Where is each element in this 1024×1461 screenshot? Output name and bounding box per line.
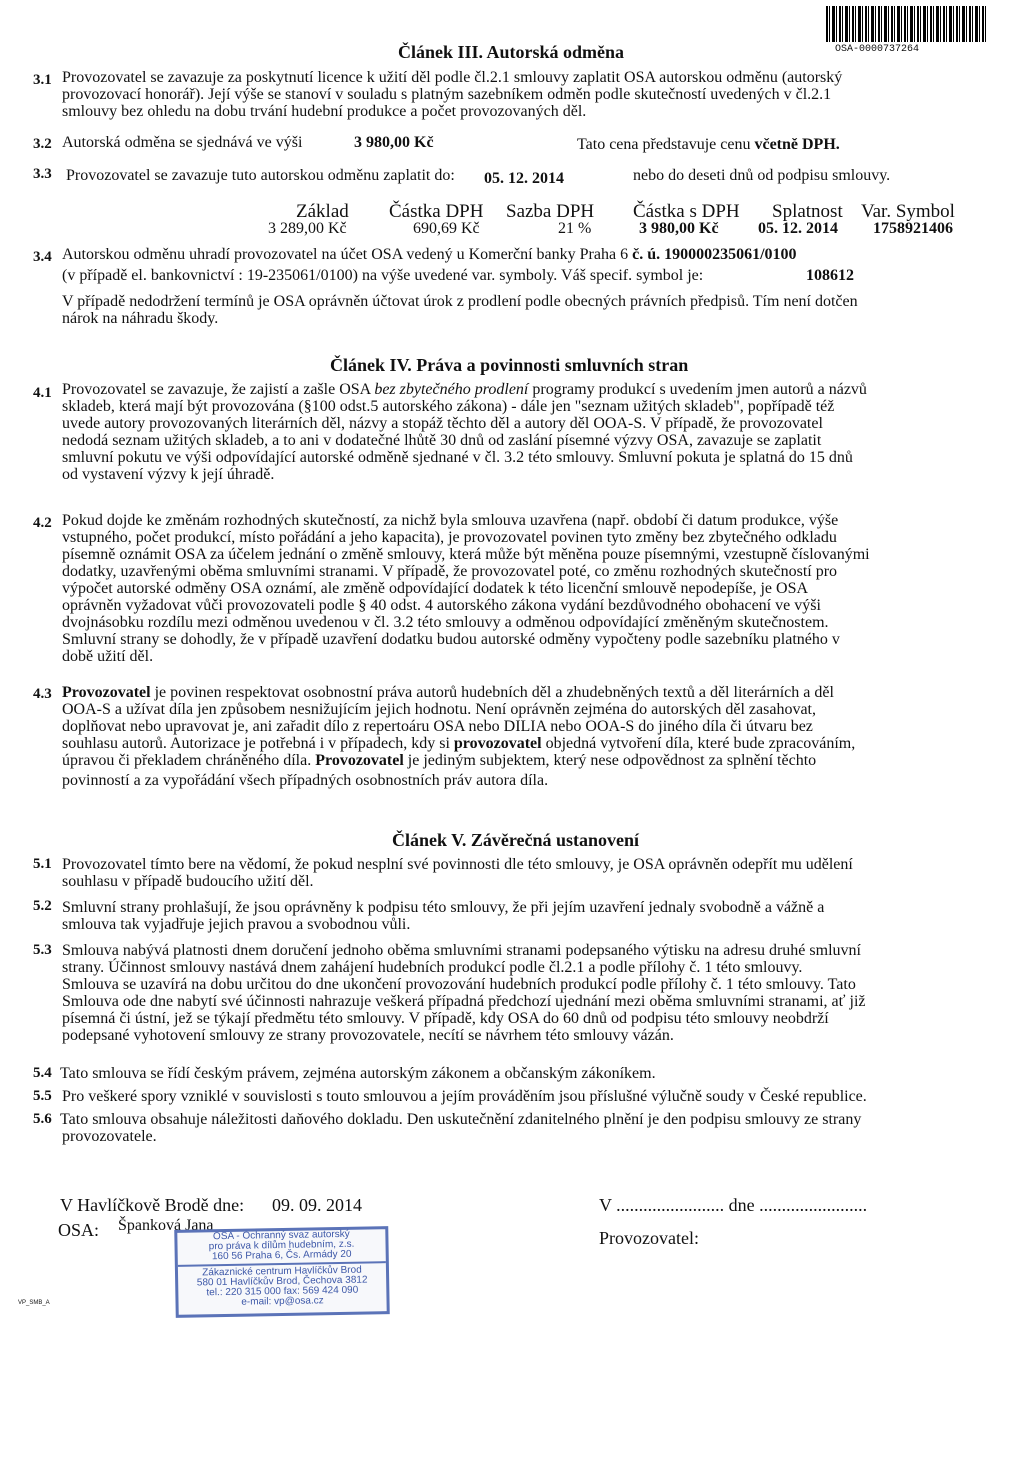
bold-term: Provozovatel bbox=[62, 684, 151, 701]
signature-place: V Havlíčkově Brodě dne: bbox=[60, 1195, 245, 1215]
provozovatel-place: V ........................ dne ........................ bbox=[599, 1195, 868, 1215]
paragraph-line: je jediným subjektem, který nese odpovědnost za splnění těchto bbox=[407, 752, 817, 769]
paragraph-line: Provozovatel se zavazuje tuto autorskou odměnu zaplatit do: bbox=[66, 167, 455, 184]
stamp-line: 580 01 Havlíčkův Brod, Čechova 3812 bbox=[196, 1274, 368, 1289]
paragraph-line: Smlouva ode dne nabytí své účinnosti nahrazuje veškerá případná předchozí ujednání mezi oběma smluvními stranami, ať již bbox=[62, 993, 866, 1010]
paragraph-line: programy produkcí s uvedením jmen autorů a názvů bbox=[532, 381, 867, 398]
paragraph-line: smluvní pokutu ve výši odpovídající autorské odměně sjednané v čl. 3.2 této smlouvy. Smluvní pokuta je splatná do 15 dnů bbox=[62, 449, 853, 466]
section-number: 3.4 bbox=[33, 249, 52, 265]
section-number: 5.3 bbox=[33, 942, 52, 958]
article-4-title: Článek IV. Práva a povinnosti smluvních stran bbox=[330, 355, 689, 375]
paragraph-line: Provozovatel se zavazuje, že zajistí a zašle OSA bbox=[62, 381, 371, 398]
table-header: Částka DPH bbox=[389, 201, 484, 222]
paragraph-line: souhlasu v případě budoucího užití děl. bbox=[62, 873, 314, 890]
paragraph-line: uvede autory provozovaných literárních děl, názvy a stopáž těchto děl a autory děl OOA-S. V případě, že provozovatel bbox=[62, 415, 823, 432]
paragraph-line: strany. Účinnost smlouvy nastává dnem zahájení hudebních produkcí podle čl.2.1 a podle přílohy č. 1 této smlouvy. bbox=[62, 959, 803, 976]
section-number: 4.3 bbox=[33, 686, 52, 702]
paragraph-line: Autorská odměna se sjednává ve výši bbox=[62, 134, 303, 151]
osa-signatory: Španková Jana bbox=[118, 1217, 214, 1234]
section-number: 4.1 bbox=[33, 385, 52, 401]
paragraph-line: Pro veškeré spory vzniklé v souvislosti s touto smlouvou a jejím prováděním jsou příslušné výlučně soudy v České republice. bbox=[62, 1088, 867, 1105]
paragraph-line: nárok na náhradu škody. bbox=[62, 310, 219, 327]
section-number: 4.2 bbox=[33, 515, 52, 531]
paragraph-line: doplňovat nebo upravovat je, ani zařadit dílo z repertoáru OSA nebo DILIA nebo OOA-S do jiného díla či útvaru bez bbox=[62, 718, 813, 735]
barcode bbox=[826, 6, 986, 42]
table-cell: 3 289,00 Kč bbox=[268, 220, 347, 237]
bold-term: provozovatel bbox=[453, 735, 542, 752]
section-number: 5.2 bbox=[33, 898, 52, 914]
section-number: 3.3 bbox=[33, 166, 52, 182]
paragraph-line: Provozovatel tímto bere na vědomí, že pokud nesplní své povinnosti dle této smlouvy, je OSA oprávněn odepřít mu udělení bbox=[62, 856, 853, 873]
fee-amount: 3 980,00 Kč bbox=[354, 134, 434, 151]
bank-account: č. ú. 190000235061/0100 bbox=[632, 246, 797, 263]
paragraph-line: podepsané vyhotovení smlouvy ze strany provozovatele, necítí se návrhem této smlouvy vázán. bbox=[62, 1027, 674, 1044]
table-cell: 690,69 Kč bbox=[413, 220, 480, 237]
stamp-line: 160 56 Praha 6, Čs. Armády 20 bbox=[211, 1248, 352, 1263]
emphasis-text: bez zbytečného prodlení bbox=[374, 381, 529, 398]
stamp-line: tel.: 220 315 000 fax: 569 424 090 bbox=[206, 1284, 359, 1299]
paragraph-line: Tato smlouva se řídí českým právem, zejména autorským zákonem a občanským zákoníkem. bbox=[60, 1065, 656, 1082]
section-number: 5.5 bbox=[33, 1088, 52, 1104]
osa-stamp bbox=[174, 1226, 390, 1318]
paragraph-line: V případě nedodržení termínů je OSA oprávněn účtovat úrok z prodlení podle obecných právních předpisů. Tím není dotčen bbox=[62, 293, 858, 310]
paragraph-line: smlouva tak vyjadřuje jejich pravou a svobodnou vůli. bbox=[62, 916, 411, 933]
paragraph-line: souhlasu autorů. Autorizace je potřebná i v případech, kdy si bbox=[62, 735, 450, 752]
paragraph-line: OOA-S a užívat díla jen způsobem nesnižujícím jejich hodnotu. Není oprávněn zejména do autorských děl zasahovat, bbox=[62, 701, 816, 718]
article-5-title: Článek V. Závěrečná ustanovení bbox=[392, 830, 640, 850]
vat-note-bold: včetně DPH. bbox=[754, 136, 840, 153]
paragraph-line: době užití děl. bbox=[62, 648, 154, 665]
paragraph-line: Smlouva se uzavírá na dobu určitou do dne ukončení provozování hudebních produkcí podle přílohy č. 1 této smlouvy. Tato bbox=[62, 976, 856, 993]
paragraph-line: oprávněn vyžadovat vůči provozovateli podle § 40 odst. 4 autorského zákona vydání bezdůvodného obohacení ve výši bbox=[62, 597, 821, 614]
paragraph-line: Tato smlouva obsahuje náležitosti daňového dokladu. Den uskutečnění zdanitelného plnění je den podpisu smlouvy ze strany bbox=[60, 1111, 862, 1128]
provozovatel-label: Provozovatel: bbox=[599, 1228, 699, 1248]
paragraph-line: smlouvy bez ohledu na dobu trvání hudební produkce a počet provozovaných děl. bbox=[62, 103, 587, 120]
section-number: 3.2 bbox=[33, 136, 52, 152]
table-header: Základ bbox=[296, 201, 349, 222]
table-cell: 1758921406 bbox=[873, 220, 953, 237]
paragraph-line: Smluvní strany prohlašují, že jsou oprávněny k podpisu této smlouvy, že při jejím uzavření jednaly svobodně a vážně a bbox=[62, 899, 825, 916]
stamp-line: pro práva k dílům hudebním, z.s. bbox=[208, 1238, 355, 1253]
vat-note: Tato cena představuje cenu bbox=[577, 136, 751, 153]
paragraph-line: Provozovatel se zavazuje za poskytnutí licence k užití děl podle čl.2.1 smlouvy zaplatit OSA autorskou odměnu (autorský bbox=[62, 69, 843, 86]
paragraph-line: Smlouva nabývá platnosti dnem doručení jednoho oběma smluvními stranami podepsaného výtisku na adresu druhé smluvní bbox=[62, 942, 861, 959]
paragraph-line: je povinen respektovat osobnostní práva autorů hudebních děl a zhudebněných textů a děl literárních a děl bbox=[154, 684, 834, 701]
paragraph-line: písemně oznámit OSA za účelem jednání o změně smlouvy, která může být měněna pouze písemnými, vzestupně číslovanými bbox=[62, 546, 870, 563]
specific-symbol: 108612 bbox=[806, 267, 854, 284]
stamp-line: OSA - Ochranný svaz autorský bbox=[212, 1228, 350, 1243]
table-cell: 05. 12. 2014 bbox=[758, 220, 838, 237]
section-number: 5.6 bbox=[33, 1111, 52, 1127]
section-number: 5.4 bbox=[33, 1065, 52, 1081]
paragraph-line: Smluvní strany se dohodly, že v případě uzavření dodatku budou autorské odměny vypočteny podle sazebníku platného v bbox=[62, 631, 840, 648]
signature-date: 09. 09. 2014 bbox=[272, 1195, 362, 1215]
barcode-code: OSA-0000737264 bbox=[835, 44, 920, 55]
paragraph-line: vstupného, počet produkcí, místo pořádání a jeho kapacita), je provozovatel povinen tyto změny bez zbytečného odkladu bbox=[62, 529, 837, 546]
table-header: Splatnost bbox=[772, 201, 843, 222]
due-date: 05. 12. 2014 bbox=[484, 170, 564, 187]
paragraph-line: dodatky, uzavřenými oběma smluvními stranami. V případě, že provozovatel poté, co změnu rozhodných skutečností pro bbox=[62, 563, 838, 580]
paragraph-line: výpočet autorské odměny OSA oznámí, ale změně odpovídající dodatek k této licenční smlouvě nepodepíše, je OSA bbox=[62, 580, 809, 597]
table-cell: 3 980,00 Kč bbox=[639, 220, 719, 237]
paragraph-line: dvojnásobku rozdílu mezi odměnou uvedenou v čl. 3.2 této smlouvy a odměnou odpovídající změněným skutečnostem. bbox=[62, 614, 829, 631]
table-header: Var. Symbol bbox=[861, 201, 955, 222]
paragraph-line: objedná vytvoření díla, které bude zpracováním, bbox=[545, 735, 856, 752]
osa-label: OSA: bbox=[58, 1220, 100, 1240]
paragraph-line: provozovatele. bbox=[62, 1128, 157, 1145]
paragraph-line: od vystavení výzvy k její úhradě. bbox=[62, 466, 275, 483]
paragraph-line: (v případě el. bankovnictví : 19-235061/0100) na výše uvedené var. symboly. Váš specif. symbol je: bbox=[62, 267, 704, 284]
footer-code: VP_SMB_A bbox=[18, 1300, 50, 1306]
paragraph-line: Autorskou odměnu uhradí provozovatel na účet OSA vedený u Komerční banky Praha 6 bbox=[62, 246, 629, 263]
paragraph-line: Pokud dojde ke změnám rozhodných skutečností, za nichž byla smlouva uzavřena (např. období či datum produkce, výše bbox=[62, 512, 839, 529]
paragraph-line: nebo do deseti dnů od podpisu smlouvy. bbox=[633, 167, 891, 184]
paragraph-line: úpravou či překladem chráněného díla. bbox=[62, 752, 312, 769]
paragraph-line: povinností a za vypořádání všech případných osobnostních práv autora díla. bbox=[62, 772, 549, 789]
table-header: Sazba DPH bbox=[506, 201, 595, 222]
stamp-line: Zákaznické centrum Havlíčkův Brod bbox=[202, 1264, 362, 1279]
paragraph-line: provozovací honorář). Její výše se stanoví v souladu s platným sazebníkem odměn podle skutečností uvedených v čl.2.1 bbox=[62, 86, 832, 103]
table-header: Částka s DPH bbox=[633, 201, 740, 222]
paragraph-line: skladeb, která mají být provozována (§100 odst.5 autorského zákona) - dále jen "seznam užitých skladeb", popřípadě též bbox=[62, 398, 835, 415]
stamp-line: e-mail: vp@osa.cz bbox=[241, 1295, 324, 1308]
article-3-title: Článek III. Autorská odměna bbox=[398, 42, 625, 62]
paragraph-line: písemná či ústní, jež se týkají předmětu této smlouvy. V případě, kdy OSA do 60 dnů od podpisu této smlouvy neobdrží bbox=[62, 1010, 829, 1027]
table-cell: 21 % bbox=[558, 220, 592, 237]
section-number: 5.1 bbox=[33, 856, 52, 872]
paragraph-line: nedodá seznam užitých skladeb, a to ani v dodatečné lhůtě 30 dnů od zaslání písemné výzvy OSA, zavazuje se zaplatit bbox=[62, 432, 822, 449]
section-number: 3.1 bbox=[33, 72, 52, 88]
bold-term: Provozovatel bbox=[315, 752, 404, 769]
